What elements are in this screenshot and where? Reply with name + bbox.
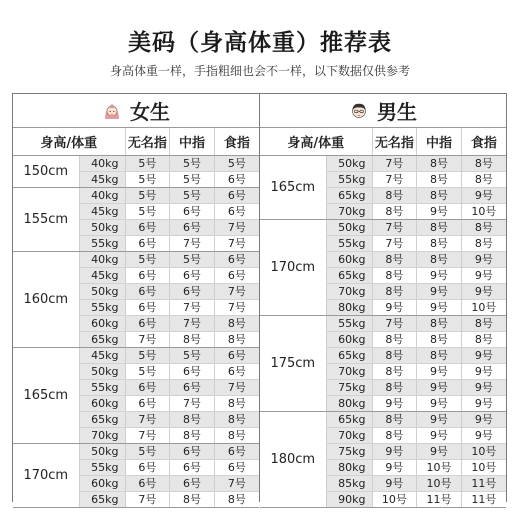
- col-header: 食指: [461, 128, 506, 155]
- size-cell: 8号: [372, 331, 417, 347]
- size-cell: 6号: [170, 219, 215, 235]
- size-cell: 6号: [214, 171, 259, 187]
- table-row: [13, 251, 259, 267]
- size-cell: 8号: [417, 347, 462, 363]
- size-cell: 9号: [461, 395, 506, 411]
- size-cell: 7号: [372, 155, 417, 171]
- weight-cell: 45kg: [79, 267, 125, 283]
- size-cell: 8号: [417, 219, 462, 235]
- weight-cell: 55kg: [326, 315, 372, 331]
- male-table: [260, 128, 506, 508]
- size-cell: 9号: [417, 299, 462, 315]
- size-cell: 10号: [461, 203, 506, 219]
- size-cell: 6号: [214, 203, 259, 219]
- weight-cell: 65kg: [326, 267, 372, 283]
- male-table-body: [260, 155, 506, 507]
- size-cell: 9号: [461, 427, 506, 443]
- weight-cell: 45kg: [79, 203, 125, 219]
- size-cell: 8号: [214, 395, 259, 411]
- size-cell: 7号: [125, 411, 170, 427]
- size-cell: 10号: [417, 459, 462, 475]
- size-cell: 5号: [125, 187, 170, 203]
- col-header: 无名指: [372, 128, 417, 155]
- weight-cell: 55kg: [326, 235, 372, 251]
- table-row: [260, 411, 506, 427]
- size-cell: 6号: [214, 459, 259, 475]
- size-cell: 8号: [372, 203, 417, 219]
- size-cell: 6号: [170, 283, 215, 299]
- size-cell: 8号: [214, 427, 259, 443]
- size-cell: 11号: [461, 491, 506, 507]
- size-cell: 6号: [170, 459, 215, 475]
- size-cell: 6号: [125, 267, 170, 283]
- weight-cell: 50kg: [79, 443, 125, 459]
- size-cell: 7号: [372, 171, 417, 187]
- weight-cell: 65kg: [79, 331, 125, 347]
- height-cell: 170cm: [13, 443, 79, 507]
- size-cell: 5号: [125, 203, 170, 219]
- size-cell: 9号: [372, 443, 417, 459]
- size-cell: 6号: [214, 267, 259, 283]
- size-cell: 6号: [125, 475, 170, 491]
- size-cell: 9号: [372, 475, 417, 491]
- weight-cell: 60kg: [79, 395, 125, 411]
- size-cell: 6号: [125, 219, 170, 235]
- boy-avatar-icon: [349, 101, 369, 121]
- size-cell: 8号: [372, 363, 417, 379]
- size-cell: 6号: [214, 363, 259, 379]
- weight-cell: 65kg: [326, 187, 372, 203]
- size-cell: 10号: [372, 491, 417, 507]
- size-cell: 6号: [170, 363, 215, 379]
- weight-cell: 65kg: [326, 347, 372, 363]
- table-row: [13, 187, 259, 203]
- table-row: [13, 347, 259, 363]
- weight-cell: 60kg: [326, 251, 372, 267]
- height-cell: 170cm: [260, 219, 326, 315]
- girl-avatar-icon: [102, 101, 122, 121]
- male-label: 男生: [377, 100, 417, 124]
- weight-cell: 45kg: [79, 171, 125, 187]
- size-cell: 10号: [461, 459, 506, 475]
- size-cell: 9号: [417, 443, 462, 459]
- height-cell: 160cm: [13, 251, 79, 347]
- weight-cell: 70kg: [326, 363, 372, 379]
- size-cell: 6号: [170, 443, 215, 459]
- male-header: [260, 94, 506, 128]
- col-header: 中指: [170, 128, 215, 155]
- size-cell: 7号: [214, 299, 259, 315]
- weight-cell: 55kg: [79, 235, 125, 251]
- size-cell: 8号: [417, 155, 462, 171]
- male-panel: [259, 93, 507, 506]
- size-cell: 5号: [125, 347, 170, 363]
- size-cell: 6号: [214, 187, 259, 203]
- size-cell: 5号: [125, 171, 170, 187]
- col-header: 中指: [417, 128, 462, 155]
- size-cell: 9号: [372, 459, 417, 475]
- weight-cell: 50kg: [326, 219, 372, 235]
- page-title: 美码（身高体重）推荐表: [128, 30, 392, 56]
- weight-cell: 40kg: [79, 155, 125, 171]
- size-cell: 6号: [170, 203, 215, 219]
- size-cell: 8号: [461, 315, 506, 331]
- size-cell: 6号: [170, 475, 215, 491]
- size-cell: 7号: [372, 315, 417, 331]
- weight-cell: 40kg: [79, 251, 125, 267]
- weight-cell: 75kg: [326, 379, 372, 395]
- size-cell: 10号: [417, 475, 462, 491]
- size-cell: 8号: [372, 379, 417, 395]
- size-cell: 10号: [461, 299, 506, 315]
- weight-cell: 55kg: [79, 299, 125, 315]
- size-cell: 9号: [417, 283, 462, 299]
- page-subtitle: 身高体重一样，手指粗细也会不一样，以下数据仅供参考: [109, 64, 410, 78]
- col-header: 无名指: [125, 128, 170, 155]
- height-cell: 165cm: [260, 155, 326, 219]
- size-cell: 5号: [214, 155, 259, 171]
- size-cell: 7号: [214, 475, 259, 491]
- weight-cell: 50kg: [79, 283, 125, 299]
- size-cell: 6号: [214, 443, 259, 459]
- size-cell: 9号: [417, 427, 462, 443]
- size-cell: 11号: [461, 475, 506, 491]
- size-cell: 8号: [417, 315, 462, 331]
- size-cell: 8号: [372, 283, 417, 299]
- size-cell: 9号: [461, 379, 506, 395]
- size-cell: 6号: [125, 315, 170, 331]
- size-cell: 8号: [372, 411, 417, 427]
- size-cell: 8号: [170, 331, 215, 347]
- size-cell: 5号: [125, 251, 170, 267]
- size-cell: 5号: [125, 155, 170, 171]
- size-cell: 6号: [214, 347, 259, 363]
- size-cell: 8号: [372, 187, 417, 203]
- size-cell: 8号: [170, 427, 215, 443]
- weight-cell: 55kg: [79, 379, 125, 395]
- size-cell: 7号: [372, 219, 417, 235]
- table-row: [260, 155, 506, 171]
- table-row: [260, 219, 506, 235]
- weight-cell: 50kg: [326, 155, 372, 171]
- size-cell: 7号: [170, 235, 215, 251]
- table-row: [13, 443, 259, 459]
- size-cell: 8号: [372, 347, 417, 363]
- weight-cell: 90kg: [326, 491, 372, 507]
- size-cell: 8号: [417, 251, 462, 267]
- size-cell: 11号: [417, 491, 462, 507]
- size-cell: 6号: [170, 379, 215, 395]
- size-cell: 9号: [417, 267, 462, 283]
- weight-cell: 70kg: [326, 203, 372, 219]
- size-cell: 9号: [461, 347, 506, 363]
- height-cell: 150cm: [13, 155, 79, 187]
- size-cell: 9号: [461, 187, 506, 203]
- size-cell: 8号: [417, 331, 462, 347]
- size-cell: 8号: [170, 411, 215, 427]
- size-cell: 9号: [372, 395, 417, 411]
- size-cell: 9号: [417, 395, 462, 411]
- size-cell: 7号: [214, 219, 259, 235]
- weight-cell: 85kg: [326, 475, 372, 491]
- size-cell: 8号: [214, 315, 259, 331]
- size-cell: 7号: [170, 395, 215, 411]
- size-cell: 8号: [417, 187, 462, 203]
- size-cell: 8号: [214, 331, 259, 347]
- weight-cell: 65kg: [79, 411, 125, 427]
- size-cell: 8号: [461, 171, 506, 187]
- size-cell: 5号: [170, 347, 215, 363]
- size-cell: 9号: [461, 251, 506, 267]
- female-table-body: [13, 155, 259, 507]
- size-cell: 7号: [170, 315, 215, 331]
- col-header: 身高/体重: [13, 128, 125, 155]
- size-cell: 8号: [461, 155, 506, 171]
- size-cell: 6号: [125, 283, 170, 299]
- weight-cell: 50kg: [79, 363, 125, 379]
- weight-cell: 50kg: [79, 219, 125, 235]
- size-cell: 7号: [125, 331, 170, 347]
- size-cell: 6号: [170, 267, 215, 283]
- size-cell: 7号: [214, 379, 259, 395]
- weight-cell: 80kg: [326, 395, 372, 411]
- weight-cell: 60kg: [326, 331, 372, 347]
- weight-cell: 60kg: [79, 475, 125, 491]
- weight-cell: 40kg: [79, 187, 125, 203]
- weight-cell: 60kg: [79, 315, 125, 331]
- weight-cell: 75kg: [326, 443, 372, 459]
- size-cell: 8号: [417, 171, 462, 187]
- size-cell: 6号: [125, 395, 170, 411]
- size-cell: 8号: [214, 491, 259, 507]
- size-cell: 9号: [417, 203, 462, 219]
- height-cell: 155cm: [13, 187, 79, 251]
- size-cell: 5号: [170, 155, 215, 171]
- size-cell: 6号: [125, 299, 170, 315]
- col-header: 食指: [214, 128, 259, 155]
- size-cell: 8号: [461, 331, 506, 347]
- size-cell: 6号: [125, 379, 170, 395]
- weight-cell: 55kg: [79, 459, 125, 475]
- height-cell: 180cm: [260, 411, 326, 507]
- size-cell: 7号: [170, 299, 215, 315]
- size-cell: 5号: [125, 363, 170, 379]
- size-cell: 6号: [214, 251, 259, 267]
- size-cell: 9号: [417, 411, 462, 427]
- size-cell: 5号: [170, 251, 215, 267]
- weight-cell: 80kg: [326, 459, 372, 475]
- weight-cell: 70kg: [79, 427, 125, 443]
- size-cell: 8号: [461, 219, 506, 235]
- weight-cell: 55kg: [326, 171, 372, 187]
- table-row: [260, 315, 506, 331]
- female-panel: [12, 93, 260, 506]
- size-cell: 9号: [417, 379, 462, 395]
- weight-cell: 65kg: [79, 491, 125, 507]
- size-cell: 7号: [125, 491, 170, 507]
- size-cell: 9号: [372, 299, 417, 315]
- size-cell: 9号: [417, 363, 462, 379]
- height-cell: 175cm: [260, 315, 326, 411]
- size-cell: 9号: [461, 411, 506, 427]
- weight-cell: 65kg: [326, 411, 372, 427]
- size-cell: 9号: [461, 283, 506, 299]
- size-cell: 7号: [214, 235, 259, 251]
- weight-cell: 70kg: [326, 427, 372, 443]
- female-table-header: [13, 128, 259, 155]
- size-cell: 7号: [372, 235, 417, 251]
- col-header: 身高/体重: [260, 128, 372, 155]
- size-cell: 8号: [170, 491, 215, 507]
- size-cell: 5号: [170, 187, 215, 203]
- height-cell: 165cm: [13, 347, 79, 443]
- size-cell: 5号: [125, 443, 170, 459]
- size-cell: 8号: [214, 411, 259, 427]
- size-cell: 8号: [461, 235, 506, 251]
- size-cell: 8号: [372, 427, 417, 443]
- size-cell: 9号: [461, 363, 506, 379]
- weight-cell: 80kg: [326, 299, 372, 315]
- table-row: [13, 155, 259, 171]
- size-cell: 9号: [461, 267, 506, 283]
- size-cell: 5号: [170, 171, 215, 187]
- female-label: 女生: [130, 100, 170, 124]
- weight-cell: 70kg: [326, 283, 372, 299]
- size-cell: 6号: [125, 459, 170, 475]
- size-cell: 6号: [125, 235, 170, 251]
- size-cell: 7号: [125, 427, 170, 443]
- size-cell: 8号: [417, 235, 462, 251]
- female-table: [13, 128, 259, 508]
- female-header: [13, 94, 259, 128]
- size-cell: 10号: [461, 443, 506, 459]
- weight-cell: 45kg: [79, 347, 125, 363]
- size-cell: 7号: [214, 283, 259, 299]
- male-table-header: [260, 128, 506, 155]
- size-cell: 8号: [372, 251, 417, 267]
- size-cell: 8号: [372, 267, 417, 283]
